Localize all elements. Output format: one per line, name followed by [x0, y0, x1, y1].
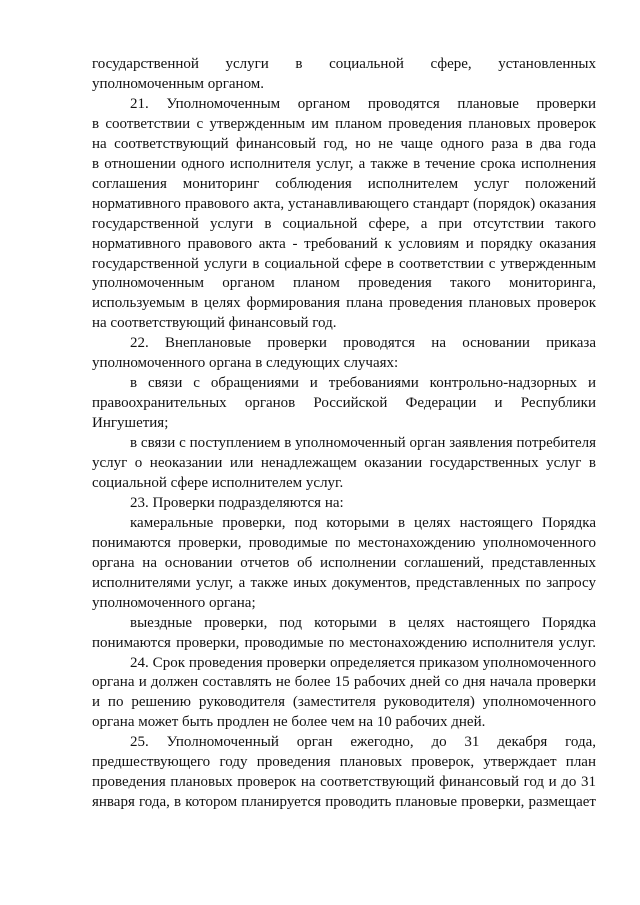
text-line: используемым в целях формирования плана проведения плановых проверок — [92, 295, 596, 312]
text-line: соглашения мониторинг соблюдения исполнителем услуг положений — [92, 175, 596, 192]
text-line: на соответствующий финансовый год. — [92, 315, 337, 332]
text-line: органа может быть продлен не более чем на 10 рабочих дней. — [92, 714, 486, 731]
text-line: уполномоченного органа в следующих случаях: — [92, 355, 399, 372]
text-line: в соответствии с утвержденным им планом проведения плановых проверок — [92, 115, 596, 132]
text-line: в связи с обращениями и требованиями контрольно-надзорных и — [130, 375, 596, 392]
text-line: правоохранительных органов Российской Федерации и Республики — [92, 395, 596, 412]
text-line: 25. Уполномоченный орган ежегодно, до 31 декабря года, — [130, 734, 596, 751]
text-line: проведения плановых проверок на соответствующий финансовый год и до 31 — [92, 774, 596, 791]
text-line: нормативного правового акта, устанавливающего стандарт (порядок) оказания — [92, 195, 596, 212]
text-line: уполномоченным органом планом проведения такого мониторинга, — [92, 275, 596, 292]
text-line: понимаются проверки, проводимые по местонахождению исполнителя услуг. — [92, 634, 596, 651]
text-line: камеральные проверки, под которыми в целях настоящего Порядка — [130, 514, 596, 531]
text-line: органа и должен составлять не более 15 рабочих дней со дня начала проверки — [92, 674, 596, 691]
text-line: 23. Проверки подразделяются на: — [130, 494, 344, 511]
text-line: услуг о неоказании или ненадлежащем оказании государственных услуг в — [92, 455, 596, 471]
text-line: выездные проверки, под которыми в целях настоящего Порядка — [130, 614, 596, 631]
text-line: 22. Внеплановые проверки проводятся на основании приказа — [130, 335, 596, 352]
text-line: нормативного правового акта - требований к условиям и порядку оказания — [92, 235, 596, 252]
text-line: и по решению руководителя (заместителя руководителя) уполномоченного — [92, 694, 596, 711]
text-line: исполнителями услуг, а также иных документов, представленных по запросу — [92, 574, 596, 591]
text-line: в отношении одного исполнителя услуг, а также в течение срока исполнения — [92, 155, 596, 172]
text-line: 24. Срок проведения проверки определяется приказом уполномоченного — [130, 654, 596, 671]
text-line: уполномоченным органом. — [92, 76, 265, 92]
text-line: органа на основании отчетов об исполнении соглашений, представленных — [92, 554, 596, 571]
text-line: государственной услуги в социальной сфере, а при отсутствии такого — [92, 215, 596, 232]
text-line: предшествующего году проведения плановых проверок, утверждает план — [92, 754, 596, 771]
text-line: на соответствующий финансовый год, но не чаще одного раза в два года — [92, 135, 596, 152]
text-line: 21. Уполномоченным органом проводятся плановые проверки — [130, 95, 596, 112]
text-line: понимаются проверки, проводимые по местонахождению уполномоченного — [92, 534, 596, 551]
text-line: государственной услуги в социальной сфере, установленных — [92, 56, 596, 72]
text-line: социальной сфере исполнителем услуг. — [92, 474, 344, 491]
text-line: Ингушетия; — [92, 415, 169, 432]
text-line: в связи с поступлением в уполномоченный орган заявления потребителя — [130, 435, 596, 452]
text-line: января года, в котором планируется проводить плановые проверки, размещает — [92, 794, 596, 811]
text-line: государственной услуги в социальной сфере в соответствии с утвержденным — [92, 255, 596, 272]
text-line: уполномоченного органа; — [92, 594, 256, 611]
